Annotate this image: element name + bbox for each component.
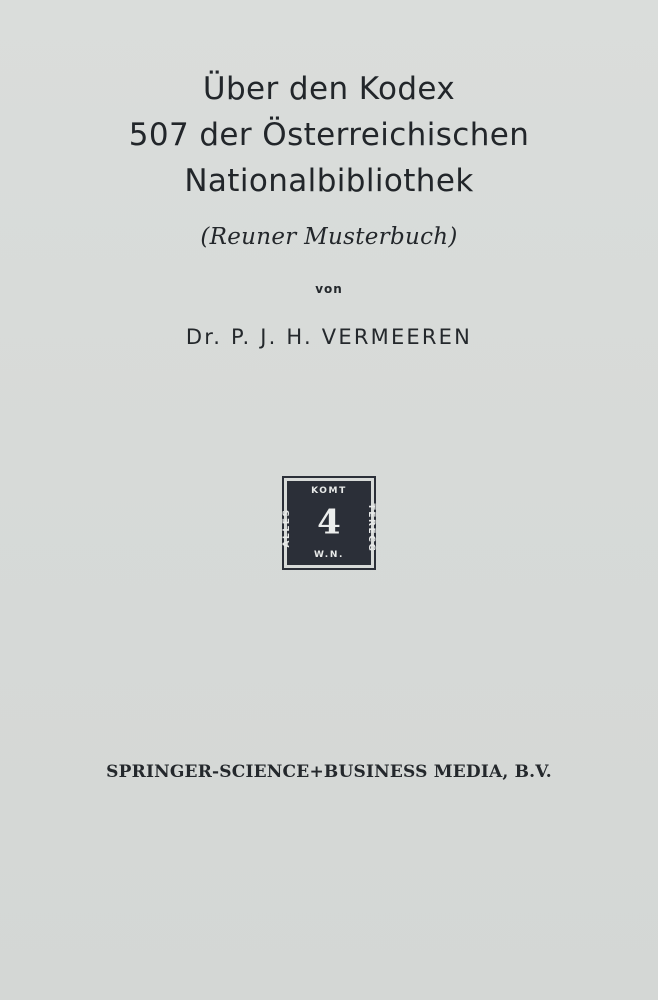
author-name: Dr. P. J. H. VERMEEREN [185,325,473,349]
subtitle: (Reuner Musterbuch) [200,224,458,250]
emblem-right-text: TERECG [366,503,376,553]
publisher-name: SPRINGER-SCIENCE+BUSINESS MEDIA, B.V. [106,762,552,782]
byline-label: von [315,282,343,296]
title-line-2: 507 der Österreichischen [128,117,530,153]
emblem-number: 4 [317,502,341,543]
emblem-left-text: ALLES [282,508,292,548]
title-line-1: Über den Kodex [202,71,456,107]
publisher-emblem-icon [284,478,374,568]
page-title [0,66,658,254]
title-line-3: Nationalbibliothek [184,163,474,199]
emblem-top-text: KOMT [311,486,347,496]
emblem-bottom-text: W.N. [314,550,344,560]
emblem-inner [282,481,376,565]
